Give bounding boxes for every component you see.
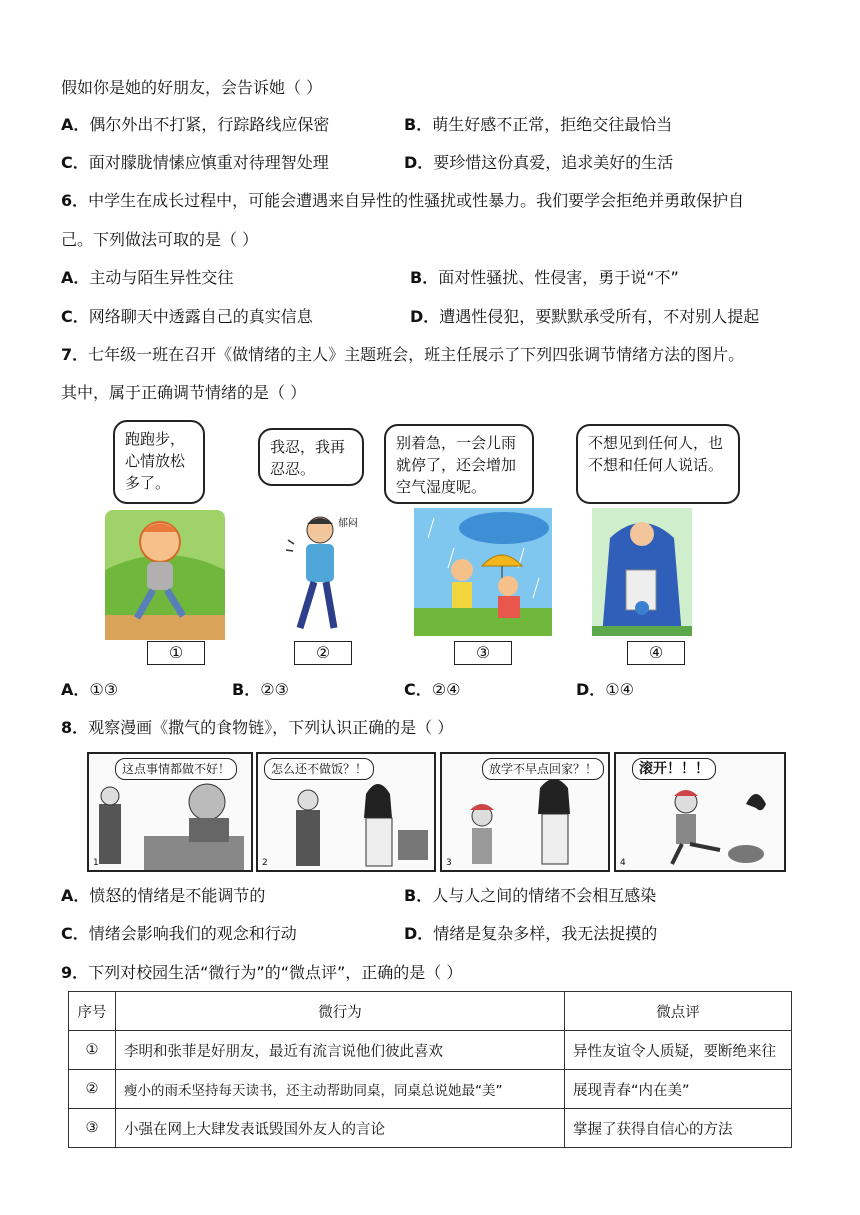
q7-option-b: B．②③ [232, 680, 289, 699]
q5-option-a: A．偶尔外出不打紧，行踪路线应保密 [61, 115, 330, 134]
q7-panel-1 [105, 420, 225, 665]
row-behavior: 瘦小的雨禾坚持每天读书，还主动帮助同桌，同桌总说她最“美” [116, 1070, 565, 1109]
boss-scolding-illustration [89, 774, 251, 870]
q8-comic-panel-4 [614, 752, 786, 872]
speech-bubble: 跑跑步，心情放松多了。 [113, 420, 205, 504]
row-no: ② [69, 1070, 116, 1109]
header-behavior: 微行为 [116, 992, 565, 1031]
comic-caption: 放学不早点回家？！ [482, 758, 604, 780]
q8-option-c: C．情绪会影响我们的观念和行动 [61, 924, 297, 943]
q5-option-c: C．面对朦胧情愫应慎重对待理智处理 [61, 153, 329, 172]
husband-wife-illustration [258, 774, 434, 870]
q7-stem-line2: 其中，属于正确调节情绪的是（ ） [61, 383, 307, 402]
panel-label: ① [147, 641, 205, 665]
comic-caption: 这点事情都做不好！ [115, 758, 237, 780]
row-comment: 展现青春“内在美” [565, 1070, 792, 1109]
speech-bubble: 别着急，一会儿雨就停了，还会增加空气湿度呢。 [384, 424, 534, 504]
comic-caption: 滚开！！！ [632, 758, 716, 780]
q6-option-c: C．网络聊天中透露自己的真实信息 [61, 307, 313, 326]
q8-option-a: A．愤怒的情绪是不能调节的 [61, 886, 266, 905]
panel-label: ② [294, 641, 352, 665]
q7-option-c: C．②④ [404, 680, 461, 699]
q9-table [68, 991, 792, 1148]
panel-label: ③ [454, 641, 512, 665]
comic-number: 3 [446, 858, 452, 868]
comic-number: 4 [620, 858, 626, 868]
rain-umbrella-illustration [414, 508, 582, 636]
comic-caption: 怎么还不做饭？！ [264, 758, 374, 780]
isolated-person-illustration [592, 508, 692, 636]
speech-bubble: 我忍，我再忍忍。 [258, 428, 364, 486]
q7-option-d: D．①④ [576, 680, 634, 699]
q8-comic-panel-1 [87, 752, 253, 872]
q8-option-b: B．人与人之间的情绪不会相互感染 [404, 886, 657, 905]
comic-number: 1 [93, 858, 99, 868]
child-kicking-dog-illustration [616, 774, 784, 870]
q8-option-d: D．情绪是复杂多样，我无法捉摸的 [404, 924, 658, 943]
q9-stem: 9．下列对校园生活“微行为”的“微点评”，正确的是（ ） [61, 963, 463, 982]
comic-number: 2 [262, 858, 268, 868]
q6-stem-line1: 6．中学生在成长过程中，可能会遭遇来自异性的性骚扰或性暴力。我们要学会拒绝并勇敢保护自 [61, 191, 745, 210]
header-comment: 微点评 [565, 992, 792, 1031]
table-row [69, 1109, 792, 1148]
row-comment: 掌握了获得自信心的方法 [565, 1109, 792, 1148]
row-behavior: 小强在网上大肆发表诋毁国外友人的言论 [116, 1109, 565, 1148]
q7-option-a: A．①③ [61, 680, 119, 699]
q5-stem-tail: 假如你是她的好朋友，会告诉她（ ） [61, 78, 323, 97]
table-row [69, 1070, 792, 1109]
q7-panel-2 [258, 420, 378, 665]
q7-panel-4 [574, 420, 744, 665]
q8-comic-panel-2 [256, 752, 436, 872]
q8-comic-panel-3 [440, 752, 610, 872]
row-behavior: 李明和张菲是好朋友，最近有流言说他们彼此喜欢 [116, 1031, 565, 1070]
table-row [69, 1031, 792, 1070]
row-no: ③ [69, 1109, 116, 1148]
q6-stem-line2: 己。下列做法可取的是（ ） [61, 230, 259, 249]
q5-option-d: D．要珍惜这份真爱，追求美好的生活 [404, 153, 674, 172]
row-no: ① [69, 1031, 116, 1070]
q6-option-a: A．主动与陌生异性交往 [61, 268, 234, 287]
header-no: 序号 [69, 992, 116, 1031]
q5-option-b: B．萌生好感不正常，拒绝交往最恰当 [404, 115, 673, 134]
sound-effect-text: 郁闷 [338, 518, 358, 529]
mother-child-illustration [442, 774, 608, 870]
q6-option-b: B．面对性骚扰、性侵害，勇于说“不” [410, 268, 679, 287]
q7-stem-line1: 7．七年级一班在召开《做情绪的主人》主题班会，班主任展示了下列四张调节情绪方法的图片。 [61, 345, 745, 364]
q6-option-d: D．遭遇性侵犯，要默默承受所有，不对别人提起 [410, 307, 760, 326]
running-person-illustration [105, 500, 225, 650]
q8-stem: 8．观察漫画《撒气的食物链》，下列认识正确的是（ ） [61, 718, 454, 737]
table-header-row [69, 992, 792, 1031]
panel-label: ④ [627, 641, 685, 665]
speech-bubble: 不想见到任何人，也不想和任何人说话。 [576, 424, 740, 504]
q7-panel-3 [384, 420, 554, 665]
frustrated-person-illustration [258, 500, 378, 640]
row-comment: 异性友谊令人质疑，要断绝来往 [565, 1031, 792, 1070]
